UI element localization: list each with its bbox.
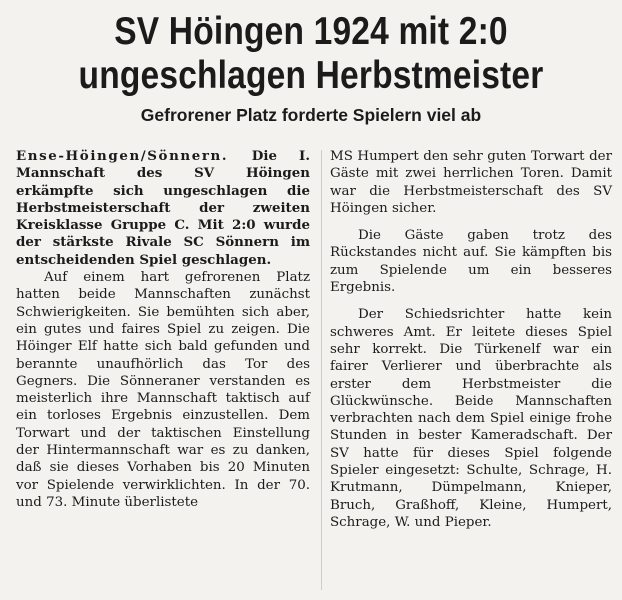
lead-text: Die I. Mannschaft des SV Höingen erkämpfte sich ungeschlagen die Herbstmeisterschaft der zweiten Kreisklasse Gruppe C. Mit 2:0 wurde der stärkste Rivale SC Sönnern im entscheidenden Spiel geschlagen.: [16, 148, 310, 268]
headline: [44, 10, 579, 98]
headline-line-1: SV Höingen 1924 mit 2:0: [114, 10, 508, 53]
body-paragraph: Der Schiedsrichter hatte kein schweres Amt. Er leitete dieses Spiel sehr korrekt. Die Türkenelf war ein fairer Verlierer und überbrachte als erster dem Herbstmeister die Glückwünsche. Beide Mannschaften verbrachten nach dem Spiel einige frohe Stunden in bester Kameradschaft. Der SV hatte für dieses Spiel folgende Spieler eingesetzt: Schulte, Schrage, H. Krutmann, Dümpelmann, Knieper, Bruch, Graßhoff, Kleine, Humpert, Schrage, W. und Pieper.: [330, 307, 612, 530]
column-divider: [321, 150, 322, 590]
article-column-left: [16, 148, 310, 511]
subheadline: Gefrorener Platz forderte Spielern viel ab: [140, 105, 482, 125]
dateline: Ense-Höingen/Sönnern.: [16, 148, 252, 164]
body-paragraph: Auf einem hart gefrorenen Platz hatten beide Mannschaften zunächst Schwierigkeiten. Sie bemühten sich aber, ein gutes und faires Spiel zu zeigen. Die Höinger Elf hatte sich bald gefunden und berannte unaufhörlich das Tor des Gegners. Die Sönneraner verstanden es meisterlich ihre Mannschaft taktisch auf ein torloses Ergebnis einzustellen. Dem Torwart und der taktischen Einstellung der Hintermannschaft war es zu danken, daß sie dieses Vorhaben bis 20 Minuten vor Spielende verwirklichten. In der 70. und 73. Minute überlistete: [16, 270, 310, 510]
headline-line-2: ungeschlagen Herbstmeister: [78, 54, 544, 97]
body-paragraph: Die Gäste gaben trotz des Rückstandes nicht auf. Sie kämpften bis zum Spielende um ein besseres Ergebnis.: [330, 228, 612, 296]
body-paragraph: MS Humpert den sehr guten Torwart der Gäste mit zwei herrlichen Toren. Damit war die Herbstmeisterschaft des SV Höingen sicher.: [330, 149, 612, 216]
article-column-right: [330, 148, 612, 541]
lead-paragraph: [16, 148, 310, 269]
